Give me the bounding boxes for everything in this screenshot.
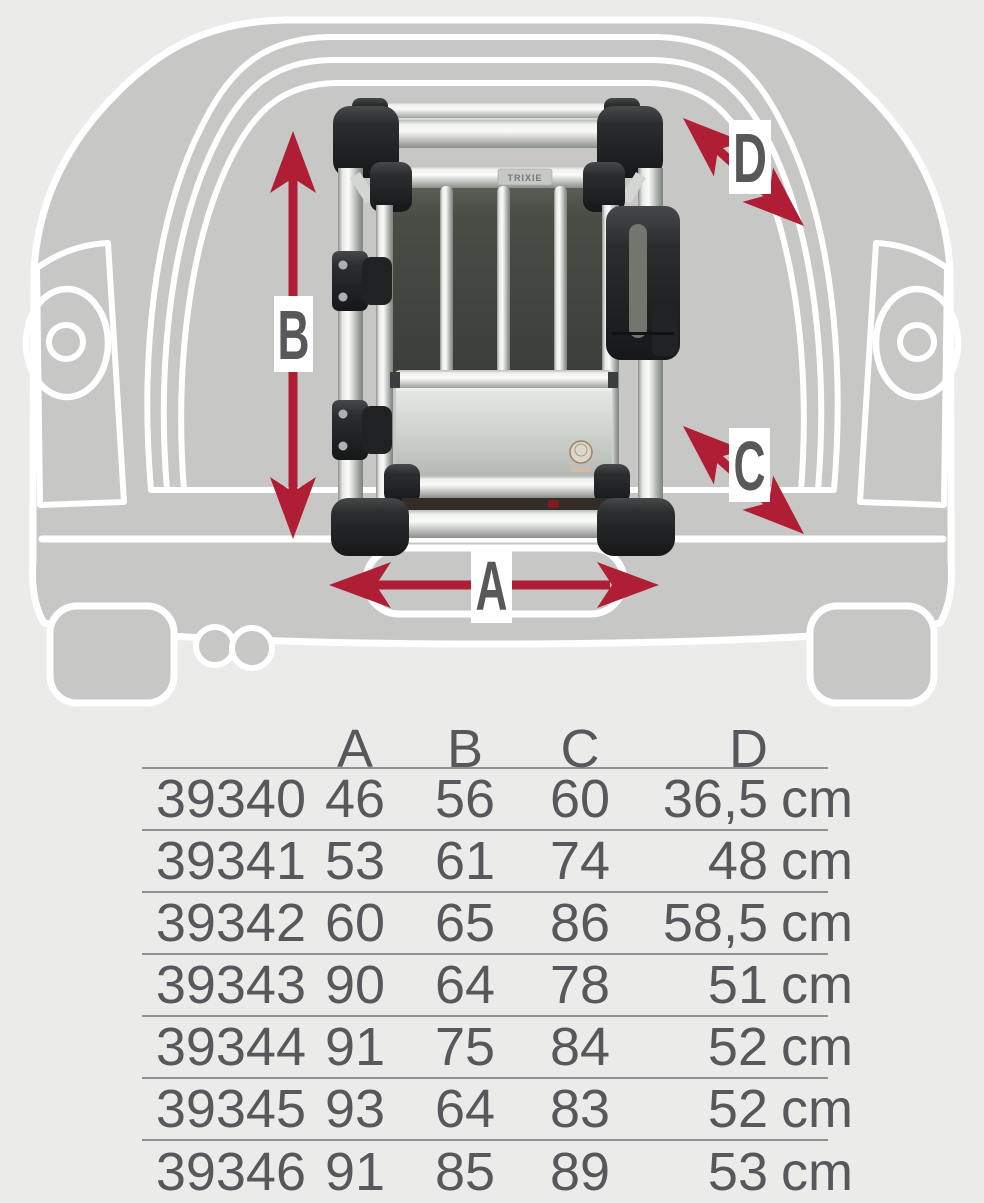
value-d: 48 [707, 831, 768, 891]
dimension-label-a: A [475, 547, 508, 625]
reflector [548, 500, 559, 508]
unit: cm [781, 1142, 853, 1202]
value-b: 61 [434, 831, 496, 891]
value-d: 58,5 [662, 893, 768, 953]
col-header-b: B [446, 719, 484, 779]
unit: cm [781, 893, 853, 953]
value-d: 51 [707, 955, 768, 1015]
dimensions-table [142, 719, 853, 1203]
dimension-label-c: C [733, 427, 766, 505]
value-c: 86 [549, 893, 611, 953]
taillight-right [860, 243, 958, 505]
article-number: 39343 [155, 955, 306, 1015]
value-a: 91 [324, 1017, 386, 1077]
unit: cm [781, 955, 853, 1015]
hinge-lower [332, 400, 392, 460]
corner-connector [597, 498, 675, 556]
unit: cm [781, 831, 853, 891]
article-number: 39345 [155, 1079, 306, 1139]
col-header-a: A [336, 719, 374, 779]
table-row [142, 1079, 853, 1141]
value-b: 64 [434, 955, 496, 1015]
wheel-right [810, 606, 934, 703]
corner-connector [331, 498, 409, 556]
table-row [142, 1017, 853, 1079]
value-a: 53 [324, 831, 386, 891]
unit: cm [781, 1017, 853, 1077]
value-d: 52 [707, 1017, 768, 1077]
exhaust-pipe [232, 628, 272, 668]
value-a: 93 [324, 1079, 386, 1139]
value-a: 46 [324, 769, 386, 829]
unit: cm [781, 1079, 853, 1139]
value-b: 64 [434, 1079, 496, 1139]
value-b: 75 [434, 1017, 496, 1077]
article-number: 39344 [155, 1017, 306, 1077]
corner-connector [370, 162, 412, 212]
table-row [142, 769, 853, 831]
article-number: 39342 [155, 893, 306, 953]
value-d: 52 [707, 1079, 768, 1139]
wheel-left [50, 606, 174, 703]
article-number: 39341 [155, 831, 306, 891]
table-row [142, 955, 853, 1017]
dimension-label-b: B [277, 296, 310, 374]
value-b: 85 [434, 1142, 496, 1202]
article-number: 39340 [155, 769, 306, 829]
value-d: 53 [707, 1142, 768, 1202]
article-number: 39346 [155, 1142, 306, 1202]
table-header-row [142, 719, 828, 779]
latch-handle [606, 206, 680, 360]
value-c: 60 [549, 769, 611, 829]
unit: cm [781, 769, 853, 829]
value-c: 78 [549, 955, 611, 1015]
value-c: 74 [549, 831, 611, 891]
corner-connector [583, 162, 625, 212]
value-a: 91 [324, 1142, 386, 1202]
table-row [142, 1141, 853, 1203]
exhaust-pipe [196, 627, 234, 665]
value-c: 83 [549, 1079, 611, 1139]
hinge-upper [332, 251, 392, 311]
value-c: 84 [549, 1017, 611, 1077]
transport-crate [331, 98, 680, 556]
logo-sticker [570, 441, 592, 472]
dimension-label-d: D [733, 119, 767, 197]
table-row [142, 893, 853, 955]
brand-label: TRIXIE [507, 173, 543, 183]
value-d: 36,5 [662, 769, 768, 829]
value-c: 89 [549, 1142, 611, 1202]
value-a: 60 [324, 893, 386, 953]
col-header-d: D [729, 719, 768, 779]
col-header-c: C [560, 719, 600, 779]
table-row [142, 831, 853, 893]
taillight-left [26, 243, 124, 505]
value-b: 56 [434, 769, 496, 829]
value-a: 90 [324, 955, 386, 1015]
value-b: 65 [434, 893, 496, 953]
